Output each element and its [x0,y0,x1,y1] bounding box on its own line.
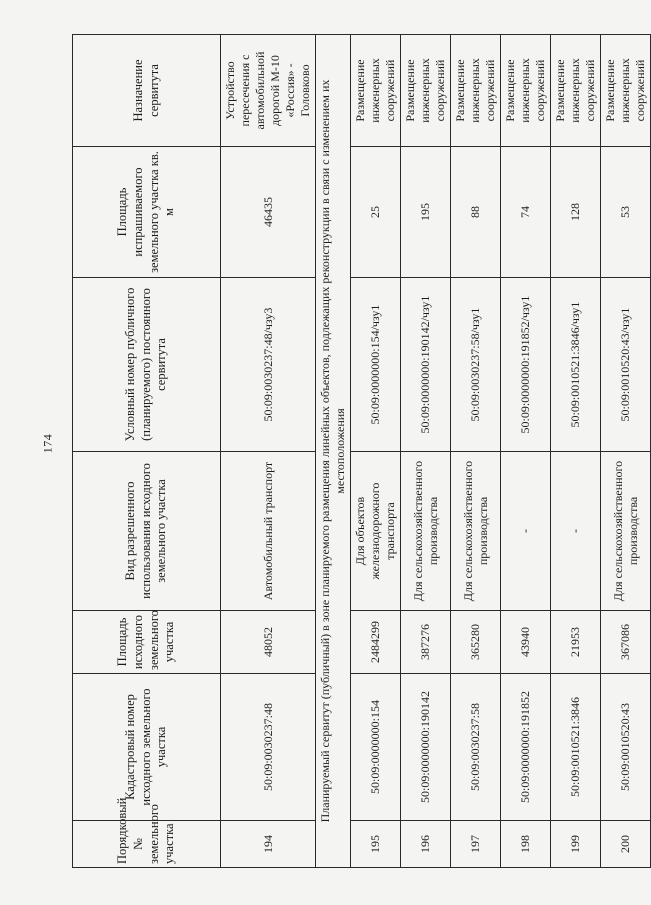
cell-permitted-use: Для сельскохозяйственного производства [451,452,501,611]
header-num: Порядковый № земельного участка [73,821,221,868]
cell-conditional-number: 50:09:0030237:48/чзу3 [221,278,316,452]
cell-permitted-use: Для сельскохозяйственного производства [601,452,651,611]
cell-purpose: Размещение инженерных сооружений [451,35,501,147]
cell-cadastral: 50:09:0010520:43 [601,674,651,821]
cell-purpose: Размещение инженерных сооружений [551,35,601,147]
header-row [73,35,221,868]
table-row [551,35,601,868]
cell-conditional-number: 50:09:0010520:43/чзу1 [601,278,651,452]
table-row [221,35,316,868]
cell-cadastral: 50:09:0030237:48 [221,674,316,821]
table-row [451,35,501,868]
cell-area: 21953 [551,611,601,674]
header-conditional-number: Условный номер публичного (планируемого) постоянного сервитута [73,278,221,452]
cell-servitude-area: 128 [551,147,601,278]
cell-area: 2484299 [351,611,401,674]
cell-servitude-area: 53 [601,147,651,278]
cell-num: 197 [451,821,501,868]
cell-area: 48052 [221,611,316,674]
cell-servitude-area: 88 [451,147,501,278]
cell-conditional-number: 50:09:0000000:190142/чзу1 [401,278,451,452]
cell-conditional-number: 50:09:0030237:58/чзу1 [451,278,501,452]
header-cadastral: Кадастровый номер исходного земельного участка [73,674,221,821]
cell-servitude-area: 25 [351,147,401,278]
header-permitted-use: Вид разрешенного использования исходного земельного участка [73,452,221,611]
cell-permitted-use: - [501,452,551,611]
cell-purpose: Размещение инженерных сооружений [601,35,651,147]
cell-cadastral: 50:09:0000000:154 [351,674,401,821]
cell-num: 196 [401,821,451,868]
cell-cadastral: 50:09:0000000:191852 [501,674,551,821]
cell-permitted-use: Для объектов железнодорожного транспорта [351,452,401,611]
cell-num: 200 [601,821,651,868]
cell-purpose: Размещение инженерных сооружений [351,35,401,147]
cell-num: 199 [551,821,601,868]
section-row [316,35,351,868]
cell-area: 367086 [601,611,651,674]
cell-servitude-area: 74 [501,147,551,278]
cell-cadastral: 50:09:0010521:3846 [551,674,601,821]
cell-purpose: Устройство пересечения с автомобильной дорогой М-10 «Россия» - Головково [221,35,316,147]
cell-cadastral: 50:09:0000000:190142 [401,674,451,821]
cell-num: 195 [351,821,401,868]
table-row [501,35,551,868]
cell-purpose: Размещение инженерных сооружений [401,35,451,147]
cell-permitted-use: - [551,452,601,611]
table-row [601,35,651,868]
cell-cadastral: 50:09:0030237:58 [451,674,501,821]
cell-conditional-number: 50:09:0000000:191852/чзу1 [501,278,551,452]
header-area: Площадь исходного земельного участка [73,611,221,674]
page-number: 174 [40,433,55,454]
cell-area: 387276 [401,611,451,674]
cell-permitted-use: Для сельскохозяйственного производства [401,452,451,611]
cell-area: 365280 [451,611,501,674]
header-servitude-area: Площадь испрашиваемого земельного участка кв. м [73,147,221,278]
cell-num: 198 [501,821,551,868]
cell-conditional-number: 50:09:0010521:3846/чзу1 [551,278,601,452]
table-row [351,35,401,868]
cell-servitude-area: 195 [401,147,451,278]
cell-permitted-use: Автомобильный транспорт [221,452,316,611]
header-purpose: Назначение сервитута [73,35,221,147]
cell-area: 43940 [501,611,551,674]
cell-conditional-number: 50:09:0000000:154/чзу1 [351,278,401,452]
cell-num: 194 [221,821,316,868]
cell-servitude-area: 46435 [221,147,316,278]
servitude-table [72,34,651,868]
cell-purpose: Размещение инженерных сооружений [501,35,551,147]
section-title: Планируемый сервитут (публичный) в зоне планируемого размещения линейных объектов, подлежащих реконструкции в связи с изменением их местоположения [316,35,351,868]
rotated-table-container [72,35,647,868]
table-row [401,35,451,868]
